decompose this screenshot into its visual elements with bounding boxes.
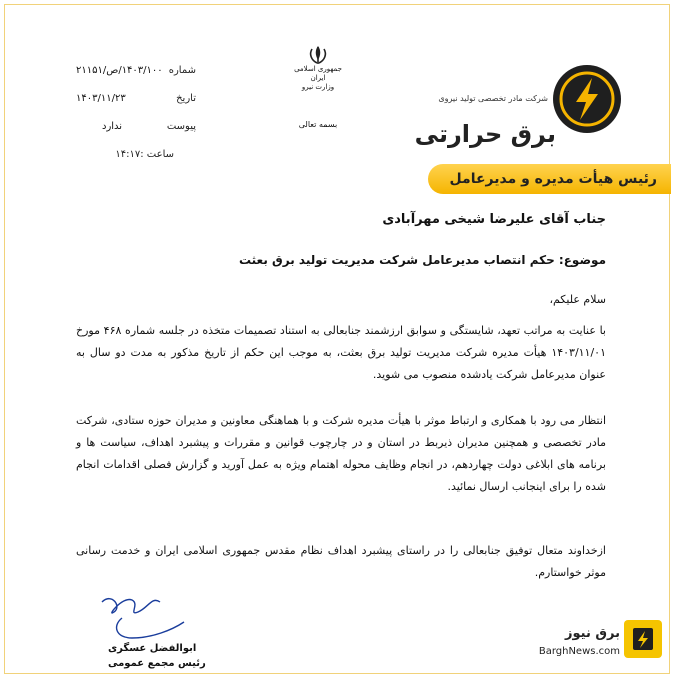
paragraph-appointment: با عنایت به مراتب تعهد، شایستگی و سوابق ارزشمند جنابعالی به استناد تصمیمات متخذه در جلسه شماره ۴۶۸ مورخ ۱۴۰۳/۱۱/۰۱ هیأت مدیره شرکت مدیریت تولید برق بعثت، به موجب این حکم از تاریخ مذکور به مدت دو سال به عنوان مدیرعامل شرکت یادشده منصوب می شوید. bbox=[76, 324, 606, 381]
number-label: شماره bbox=[168, 65, 196, 76]
time-text: ساعت :۱۴:۱۷ bbox=[115, 149, 174, 160]
letter-metadata bbox=[76, 66, 196, 178]
greeting: سلام علیکم، bbox=[549, 293, 606, 306]
date-label: تاریخ bbox=[176, 93, 196, 104]
title-banner bbox=[428, 164, 671, 194]
banner-title: رئیس هیأت مدیره و مدیرعامل bbox=[449, 171, 657, 187]
emblem-ministry: وزارت نیرو bbox=[301, 83, 335, 91]
subject-line: موضوع: حکم انتصاب مدیرعامل شرکت مدیریت تولید برق بعثت bbox=[238, 253, 606, 267]
emblem-icon bbox=[307, 45, 329, 65]
company-subtitle: شرکت مادر تخصصی تولید نیروی bbox=[438, 94, 548, 103]
paragraph-closing: ازخداوند متعال توفیق جنابعالی را در راستای پیشبرد اهداف نظام مقدس جمهوری اسلامی ایران و خدمت رسانی موثر خواستارم. bbox=[76, 544, 606, 579]
invocation: بسمه تعالی bbox=[298, 120, 338, 129]
handwritten-signature bbox=[92, 582, 192, 642]
iran-emblem bbox=[286, 45, 350, 129]
company-logo-icon bbox=[552, 64, 622, 134]
date-value: ۱۴۰۳/۱۱/۲۳ bbox=[76, 93, 126, 104]
watermark-brand: برق نیوز bbox=[565, 626, 620, 641]
addressee: جناب آقای علیرضا شیخی مهرآبادی bbox=[382, 212, 606, 227]
emblem-country: جمهوری اسلامی ایران bbox=[294, 65, 342, 82]
watermark-site: BarghNews.com bbox=[538, 646, 620, 657]
attachment-value: ندارد bbox=[102, 121, 123, 132]
paragraph-expectations: انتظار می رود با همکاری و ارتباط موثر با هیأت مدیره شرکت و با هماهنگی معاونین و مدیران حوزه ستادی، شرکت مادر تخصصی و همچنین مدیران ذیربط در استان و در چارچوب قوانین و مقررات و پیشبرد اهداف، سیاست ها و برنامه های ابلاغی دولت چهاردهم، در انجام وظایف محوله اهتمام ویژه به عمل آورید و گزارش فصلی اقدامات انجام شده را برای اینجانب ارسال نمائید. bbox=[76, 414, 606, 493]
signer-name: ابوالفضل عسگری bbox=[108, 643, 197, 654]
signer-title: رئیس مجمع عمومی bbox=[108, 658, 206, 669]
company-brand: برق حرارتی bbox=[414, 120, 556, 148]
number-value: ۱۴۰۳/۱۰۰/ص/۲۱۱۵۱ bbox=[76, 65, 163, 76]
attachment-label: پیوست bbox=[166, 121, 196, 132]
barghnews-logo-icon bbox=[624, 620, 662, 658]
